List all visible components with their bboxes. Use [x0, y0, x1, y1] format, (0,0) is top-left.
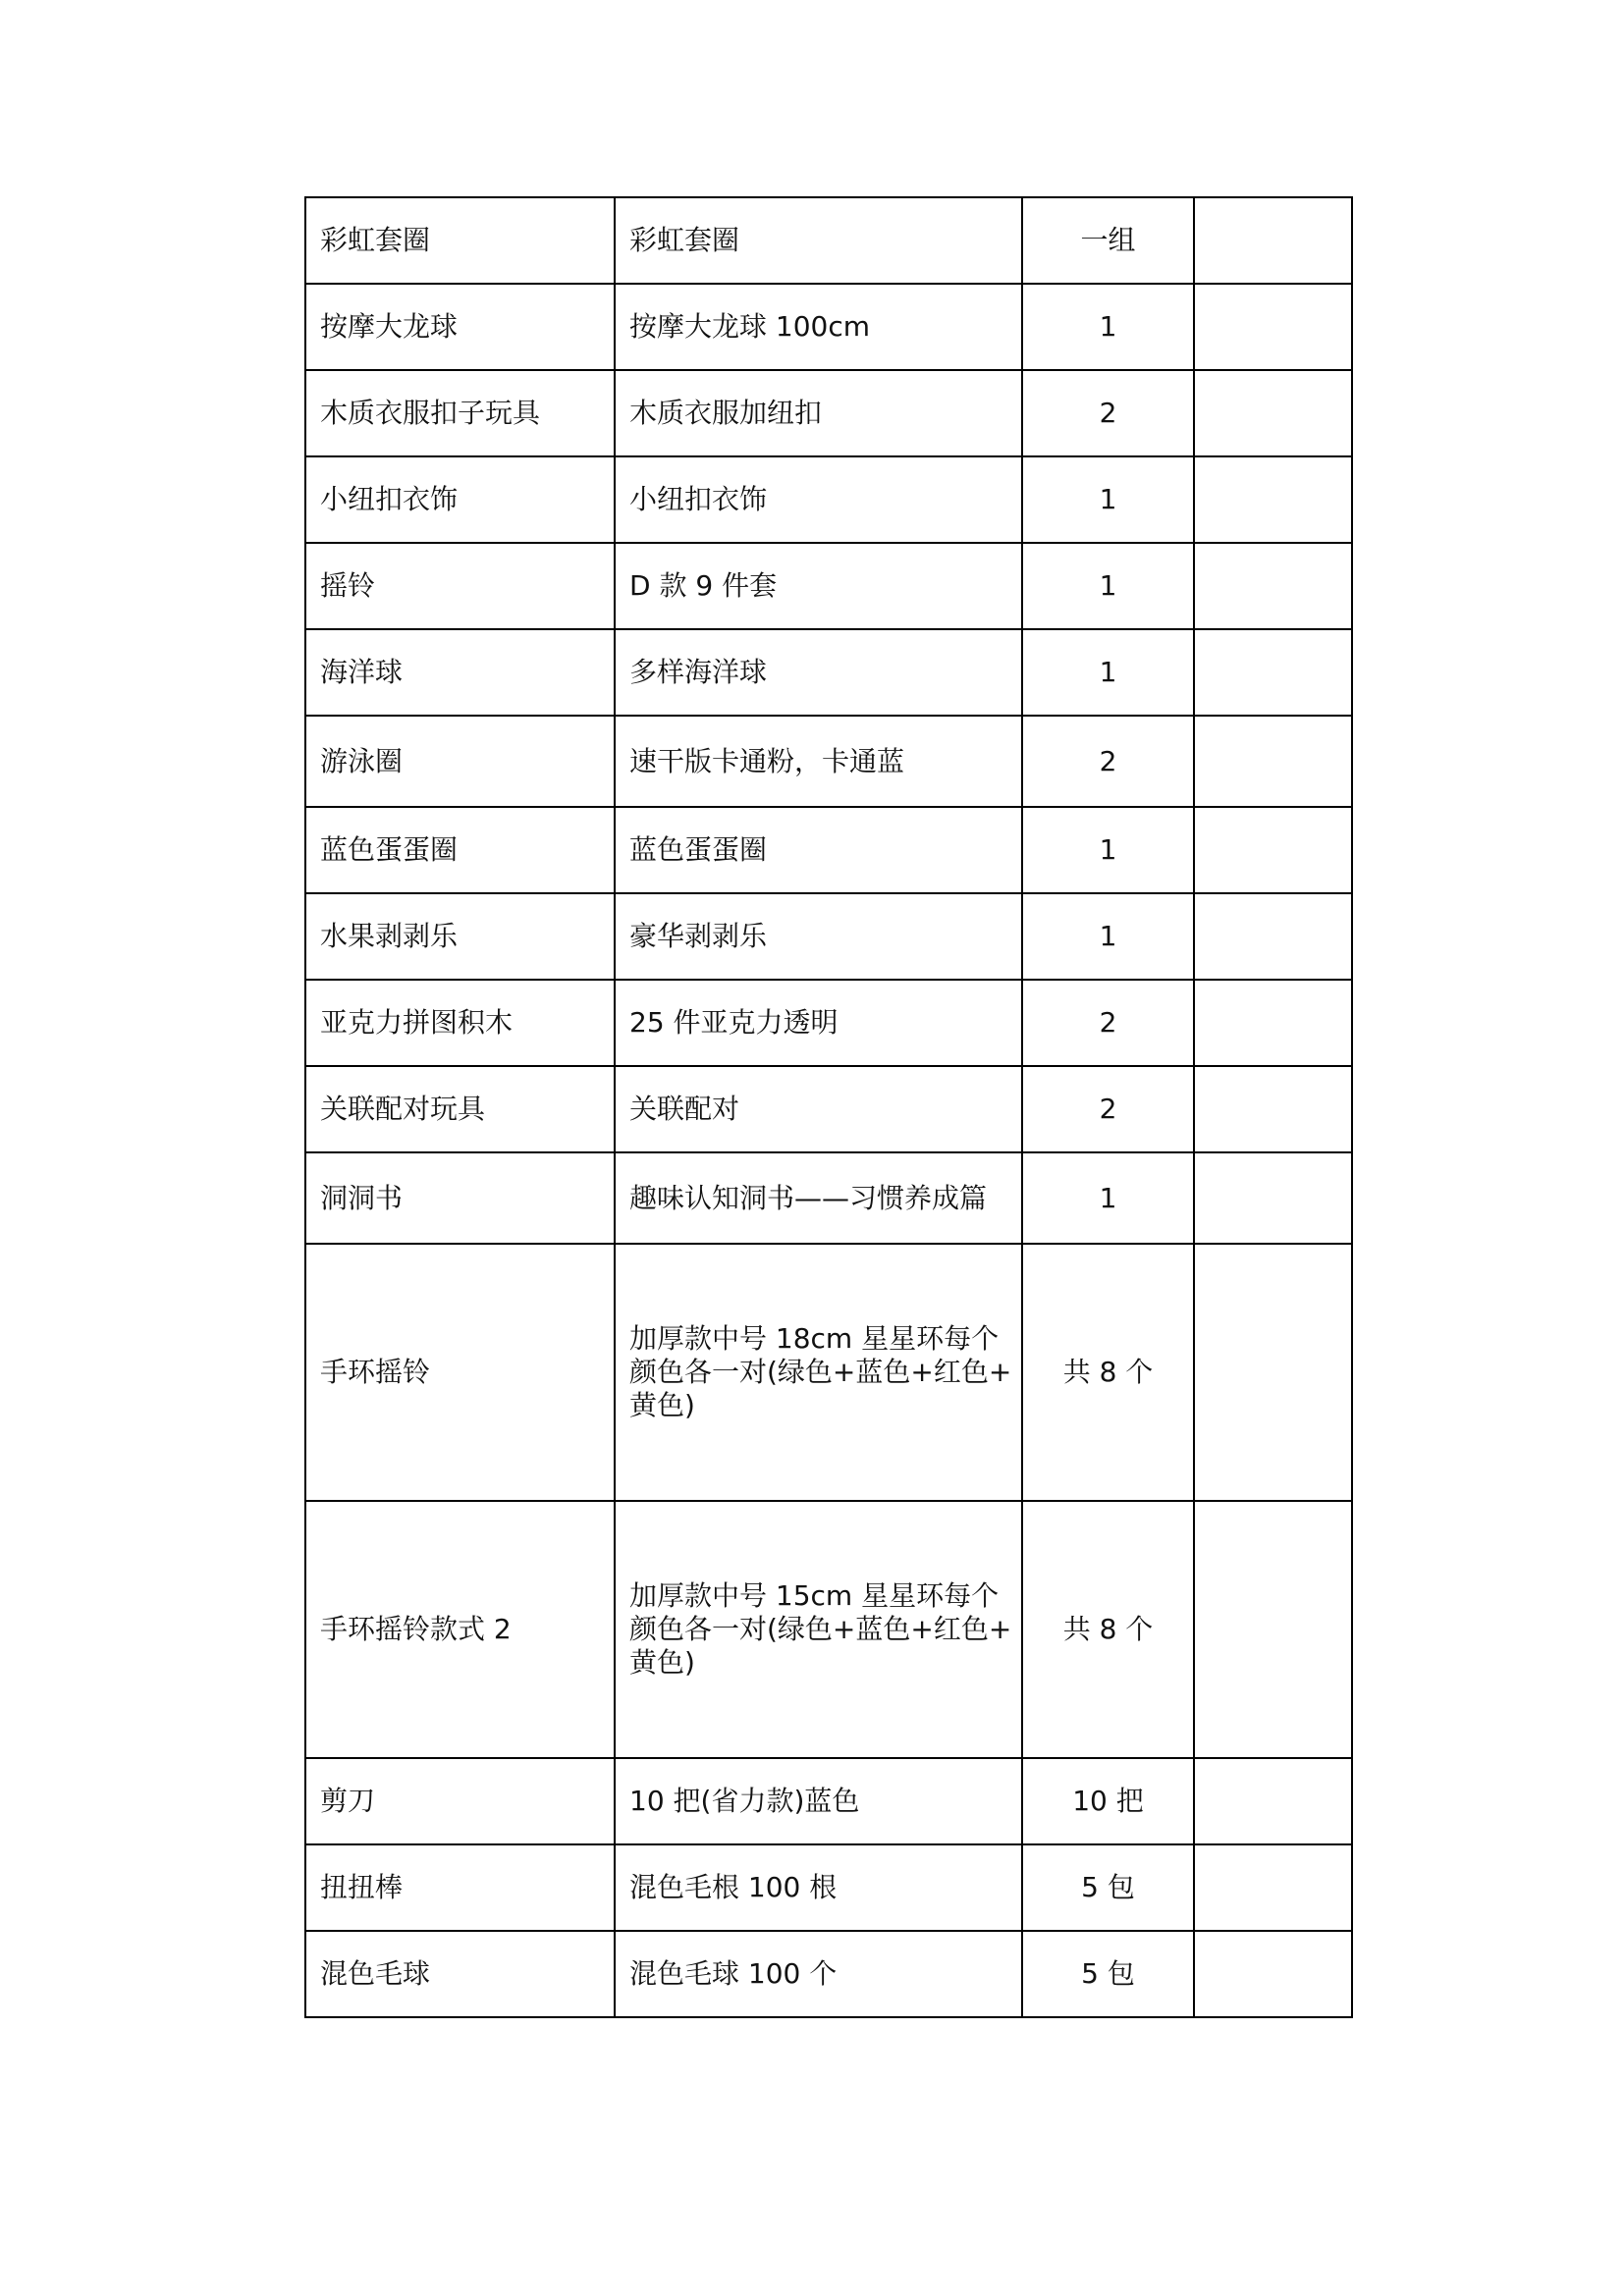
item-name-cell: 水果剥剥乐: [305, 893, 615, 980]
item-spec-cell: 25 件亚克力透明: [615, 980, 1022, 1066]
item-note-cell: [1194, 980, 1352, 1066]
table-row: [305, 893, 1352, 980]
table-row: [305, 1152, 1352, 1244]
item-name-cell: 海洋球: [305, 629, 615, 716]
item-spec-cell: 关联配对: [615, 1066, 1022, 1152]
table-row: [305, 1501, 1352, 1758]
item-name-cell: 按摩大龙球: [305, 284, 615, 370]
item-qty-cell: 2: [1022, 370, 1194, 456]
item-name-cell: 手环摇铃款式 2: [305, 1501, 615, 1758]
item-name-cell: 亚克力拼图积木: [305, 980, 615, 1066]
item-spec-cell: 小纽扣衣饰: [615, 456, 1022, 543]
item-name-cell: 扭扭棒: [305, 1844, 615, 1931]
item-qty-cell: 2: [1022, 1066, 1194, 1152]
item-note-cell: [1194, 1931, 1352, 2017]
table-row: [305, 197, 1352, 284]
item-spec-cell: 混色毛球 100 个: [615, 1931, 1022, 2017]
table-row: [305, 456, 1352, 543]
item-spec-line: 加厚款中号 18cm 星星环每个: [629, 1322, 1000, 1355]
table-row: [305, 370, 1352, 456]
item-note-cell: [1194, 370, 1352, 456]
item-qty-cell: 5 包: [1022, 1931, 1194, 2017]
item-note-cell: [1194, 456, 1352, 543]
item-note-cell: [1194, 543, 1352, 629]
item-qty-cell: 共 8 个: [1022, 1244, 1194, 1501]
item-qty-cell: 1: [1022, 543, 1194, 629]
item-spec-cell: 豪华剥剥乐: [615, 893, 1022, 980]
item-spec-line: 颜色各一对(绿色+蓝色+红色+: [629, 1613, 1012, 1645]
item-name-cell: 剪刀: [305, 1758, 615, 1844]
item-qty-cell: 1: [1022, 893, 1194, 980]
item-qty-cell: 1: [1022, 629, 1194, 716]
item-name-cell: 小纽扣衣饰: [305, 456, 615, 543]
item-name-cell: 洞洞书: [305, 1152, 615, 1244]
item-qty-cell: 2: [1022, 716, 1194, 807]
item-note-cell: [1194, 1844, 1352, 1931]
table-row: [305, 543, 1352, 629]
item-note-cell: [1194, 1152, 1352, 1244]
item-qty-cell: 1: [1022, 807, 1194, 893]
item-name-cell: 木质衣服扣子玩具: [305, 370, 615, 456]
item-note-cell: [1194, 716, 1352, 807]
item-qty-cell: 共 8 个: [1022, 1501, 1194, 1758]
item-note-cell: [1194, 893, 1352, 980]
item-name-cell: 游泳圈: [305, 716, 615, 807]
item-spec-cell: 速干版卡通粉，卡通蓝: [615, 716, 1022, 807]
item-spec-line: 黄色): [629, 1389, 695, 1421]
table-row: [305, 980, 1352, 1066]
item-table: [304, 196, 1353, 2018]
table-row: [305, 284, 1352, 370]
item-spec-cell: [615, 1501, 1022, 1758]
item-note-cell: [1194, 197, 1352, 284]
item-spec-line: 黄色): [629, 1646, 695, 1679]
item-spec-cell: 多样海洋球: [615, 629, 1022, 716]
item-note-cell: [1194, 1501, 1352, 1758]
item-name-cell: 关联配对玩具: [305, 1066, 615, 1152]
item-qty-cell: 5 包: [1022, 1844, 1194, 1931]
item-qty-cell: 10 把: [1022, 1758, 1194, 1844]
table-row: [305, 629, 1352, 716]
item-name-cell: 摇铃: [305, 543, 615, 629]
item-note-cell: [1194, 284, 1352, 370]
item-spec-line: 加厚款中号 15cm 星星环每个: [629, 1579, 1000, 1612]
item-note-cell: [1194, 1066, 1352, 1152]
table-row: [305, 1244, 1352, 1501]
item-spec-line: 颜色各一对(绿色+蓝色+红色+: [629, 1356, 1012, 1388]
table-row: [305, 1758, 1352, 1844]
item-spec-cell: 按摩大龙球 100cm: [615, 284, 1022, 370]
item-spec-cell: 10 把(省力款)蓝色: [615, 1758, 1022, 1844]
item-name-cell: 混色毛球: [305, 1931, 615, 2017]
item-qty-cell: 1: [1022, 284, 1194, 370]
table-row: [305, 716, 1352, 807]
item-spec-cell: 木质衣服加纽扣: [615, 370, 1022, 456]
item-spec-cell: 混色毛根 100 根: [615, 1844, 1022, 1931]
item-spec-cell: 彩虹套圈: [615, 197, 1022, 284]
table-row: [305, 807, 1352, 893]
item-spec-cell: 趣味认知洞书——习惯养成篇: [615, 1152, 1022, 1244]
item-qty-cell: 1: [1022, 456, 1194, 543]
item-note-cell: [1194, 629, 1352, 716]
item-spec-cell: [615, 1244, 1022, 1501]
item-name-cell: 蓝色蛋蛋圈: [305, 807, 615, 893]
table-row: [305, 1844, 1352, 1931]
table-row: [305, 1931, 1352, 2017]
item-note-cell: [1194, 1758, 1352, 1844]
item-spec-cell: 蓝色蛋蛋圈: [615, 807, 1022, 893]
item-note-cell: [1194, 807, 1352, 893]
table-row: [305, 1066, 1352, 1152]
item-name-cell: 手环摇铃: [305, 1244, 615, 1501]
item-qty-cell: 一组: [1022, 197, 1194, 284]
item-spec-cell: D 款 9 件套: [615, 543, 1022, 629]
item-note-cell: [1194, 1244, 1352, 1501]
item-qty-cell: 2: [1022, 980, 1194, 1066]
item-qty-cell: 1: [1022, 1152, 1194, 1244]
item-name-cell: 彩虹套圈: [305, 197, 615, 284]
